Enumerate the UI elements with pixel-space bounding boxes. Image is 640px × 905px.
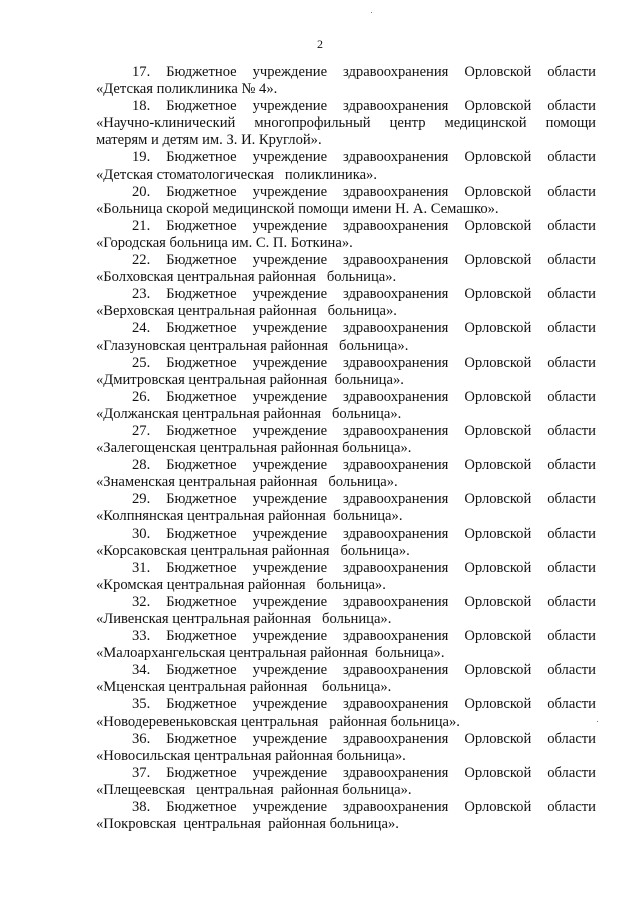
list-item-name-line: «Знаменская центральная районная больница». (96, 474, 398, 491)
list-item-name-line: матерям и детям им. З. И. Круглой». (96, 132, 322, 149)
scan-speck (371, 12, 372, 13)
list-item-name-line: «Городская больница им. С. П. Боткина». (96, 234, 353, 251)
list-item (96, 389, 596, 423)
list-item-name-line: «Больница скорой медицинской помощи имени Н. А. Семашко». (96, 200, 499, 217)
list-item (96, 286, 596, 320)
list-item (96, 64, 596, 98)
list-item-name-line: «Дмитровская центральная районная больница». (96, 371, 404, 388)
list-item-name-line: «Мценская центральная районная больница». (96, 679, 392, 696)
list-item (96, 423, 596, 457)
list-item-heading-line: 31. Бюджетное учреждение здравоохранения Орловской области (132, 559, 596, 576)
list-item-name-line: «Верховская центральная районная больница». (96, 303, 397, 320)
document-body (96, 64, 596, 833)
list-item-heading-line: 23. Бюджетное учреждение здравоохранения Орловской области (132, 286, 596, 303)
list-item-heading-line: 34. Бюджетное учреждение здравоохранения Орловской области (132, 662, 596, 679)
list-item (96, 149, 596, 183)
list-item-heading-line: 28. Бюджетное учреждение здравоохранения Орловской области (132, 457, 596, 474)
list-item (96, 491, 596, 525)
list-item-name-line: «Кромская центральная районная больница». (96, 576, 386, 593)
list-item-heading-line: 18. Бюджетное учреждение здравоохранения Орловской области (132, 98, 596, 115)
list-item-name-line: «Плещеевская центральная районная больница». (96, 781, 412, 798)
list-item-name-line: «Корсаковская центральная районная больница». (96, 542, 410, 559)
list-item (96, 184, 596, 218)
list-item-heading-line: 37. Бюджетное учреждение здравоохранения Орловской области (132, 764, 596, 781)
list-item-name-line: «Новодеревеньковская центральная районная больница». (96, 713, 460, 730)
list-item-heading-line: 22. Бюджетное учреждение здравоохранения Орловской области (132, 252, 596, 269)
list-item-name-line: «Малоархангельская центральная районная больница». (96, 645, 445, 662)
list-item-name-line: «Новосильская центральная районная больница». (96, 747, 406, 764)
list-item-heading-line: 21. Бюджетное учреждение здравоохранения Орловской области (132, 217, 596, 234)
list-item (96, 662, 596, 696)
list-item (96, 526, 596, 560)
list-item (96, 320, 596, 354)
list-item (96, 765, 596, 799)
list-item-name-line: «Научно-клинический многопрофильный центр медицинской помощи (96, 115, 596, 132)
list-item (96, 355, 596, 389)
list-item-name-line: «Детская стоматологическая поликлиника». (96, 166, 377, 183)
list-item (96, 218, 596, 252)
list-item (96, 594, 596, 628)
list-item (96, 560, 596, 594)
list-item-name-line: «Должанская центральная районная больница». (96, 405, 402, 422)
list-item (96, 799, 596, 833)
list-item (96, 696, 596, 730)
list-item-heading-line: 26. Бюджетное учреждение здравоохранения Орловской области (132, 388, 596, 405)
scan-speck (597, 721, 598, 722)
list-item-heading-line: 35. Бюджетное учреждение здравоохранения Орловской области (132, 696, 596, 713)
list-item (96, 731, 596, 765)
list-item-heading-line: 38. Бюджетное учреждение здравоохранения Орловской области (132, 799, 596, 816)
list-item-name-line: «Болховская центральная районная больница». (96, 269, 397, 286)
list-item-heading-line: 19. Бюджетное учреждение здравоохранения Орловской области (132, 149, 596, 166)
list-item-name-line: «Ливенская центральная районная больница». (96, 611, 392, 627)
list-item-name-line: «Детская поликлиника № 4». (96, 81, 278, 98)
list-item-heading-line: 30. Бюджетное учреждение здравоохранения Орловской области (132, 525, 596, 542)
list-item (96, 457, 596, 491)
list-item (96, 98, 596, 149)
list-item-heading-line: 25. Бюджетное учреждение здравоохранения Орловской области (132, 354, 596, 371)
list-item-heading-line: 33. Бюджетное учреждение здравоохранения Орловской области (132, 628, 596, 645)
list-item-heading-line: 36. Бюджетное учреждение здравоохранения Орловской области (132, 730, 596, 747)
list-item-name-line: «Глазуновская центральная районная больница». (96, 337, 409, 354)
list-item-name-line: «Покровская центральная районная больница». (96, 816, 399, 833)
list-item-heading-line: 32. Бюджетное учреждение здравоохранения Орловской области (132, 593, 596, 610)
list-item (96, 252, 596, 286)
page-number: 2 (317, 37, 323, 51)
list-item-heading-line: 20. Бюджетное учреждение здравоохранения Орловской области (132, 183, 596, 200)
list-item-heading-line: 29. Бюджетное учреждение здравоохранения Орловской области (132, 491, 596, 508)
list-item-name-line: «Залегощенская центральная районная больница». (96, 440, 412, 457)
list-item-heading-line: 24. Бюджетное учреждение здравоохранения Орловской области (132, 320, 596, 337)
list-item-name-line: «Колпнянская центральная районная больница». (96, 508, 403, 525)
list-item-heading-line: 17. Бюджетное учреждение здравоохранения Орловской области (132, 64, 596, 80)
list-item-heading-line: 27. Бюджетное учреждение здравоохранения Орловской области (132, 422, 596, 439)
list-item (96, 628, 596, 662)
